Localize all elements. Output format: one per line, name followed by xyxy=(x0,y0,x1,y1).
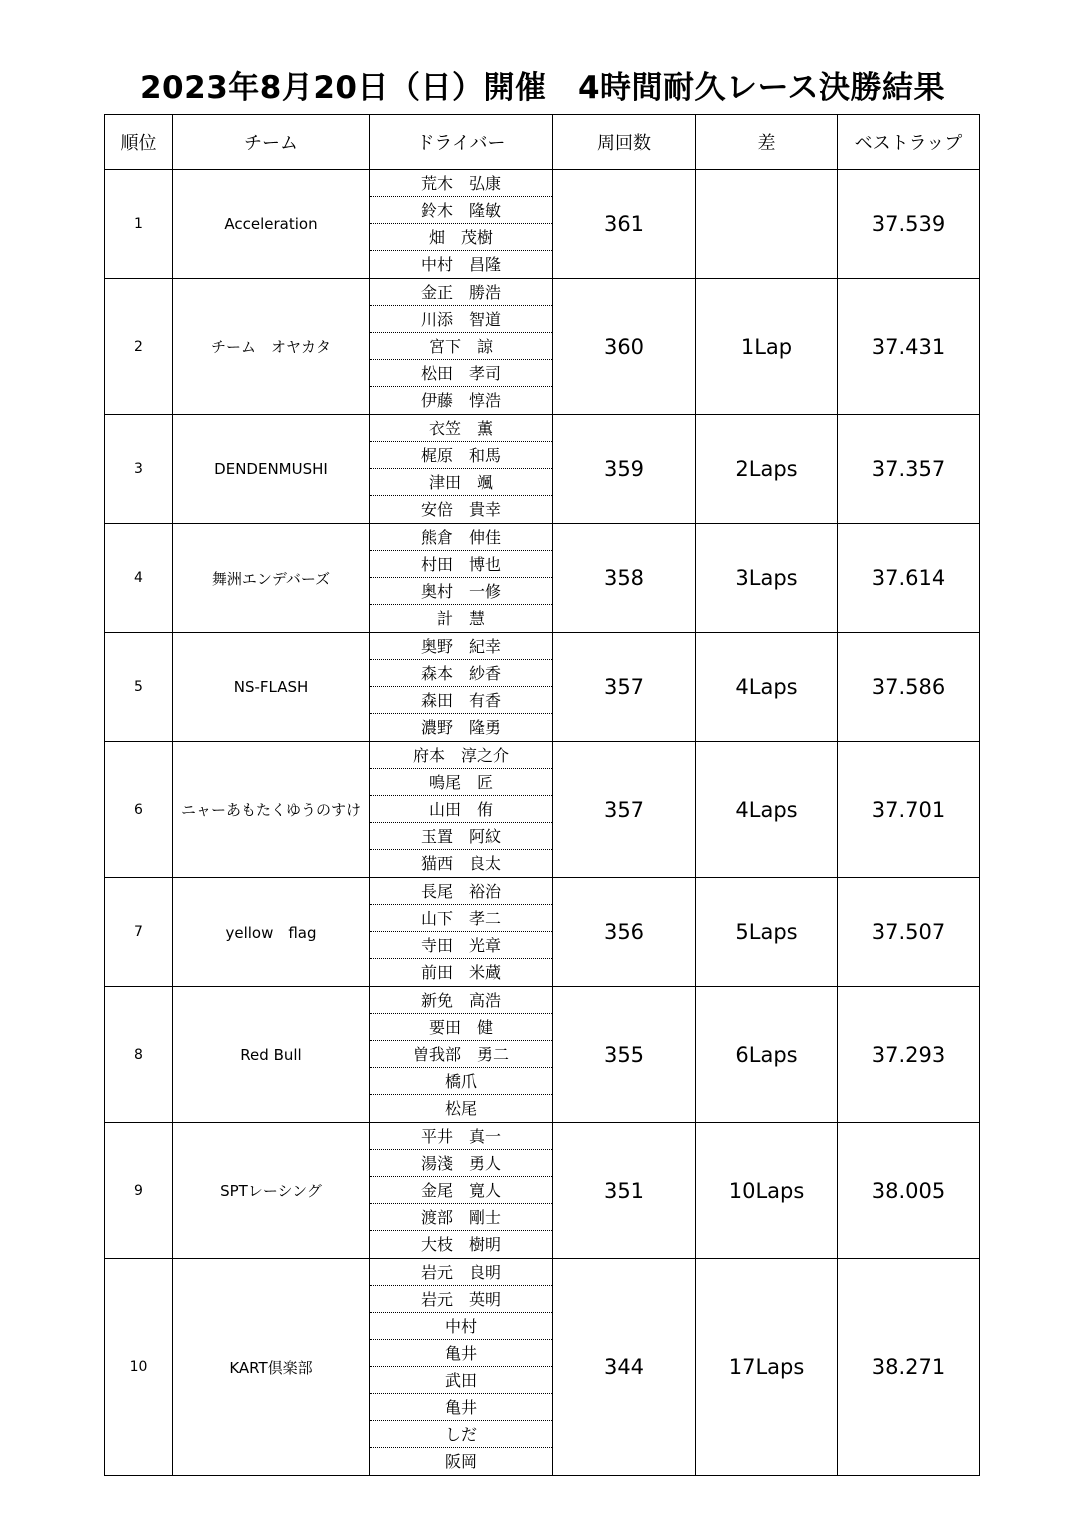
drivers-cell xyxy=(370,987,553,1123)
rank-cell: 5 xyxy=(105,633,173,742)
table-row xyxy=(105,633,980,742)
driver-name: 長尾 裕治 xyxy=(370,878,552,905)
best-lap-cell: 37.586 xyxy=(838,633,980,742)
header-rank: 順位 xyxy=(105,115,173,170)
driver-name: 亀井 xyxy=(370,1394,552,1421)
team-cell: 舞洲エンデバーズ xyxy=(173,524,370,633)
driver-name: 荒木 弘康 xyxy=(370,170,552,197)
driver-name: 曽我部 勇二 xyxy=(370,1041,552,1068)
laps-cell: 357 xyxy=(553,633,696,742)
driver-name: 森本 紗香 xyxy=(370,660,552,687)
driver-name: 鳴尾 匠 xyxy=(370,769,552,796)
best-lap-cell: 37.701 xyxy=(838,742,980,878)
header-laps: 周回数 xyxy=(553,115,696,170)
driver-name: 松尾 xyxy=(444,1099,477,1118)
results-body xyxy=(105,170,980,1476)
driver-name: 亀井 xyxy=(370,1340,552,1367)
gap-cell: 6Laps xyxy=(696,987,838,1123)
results-table xyxy=(104,114,980,1476)
rank-cell: 8 xyxy=(105,987,173,1123)
rank-cell: 6 xyxy=(105,742,173,878)
gap-cell: 1Lap xyxy=(696,279,838,415)
best-lap-cell: 37.293 xyxy=(838,987,980,1123)
driver-name: 金尾 寛人 xyxy=(370,1177,552,1204)
driver-name: しだ xyxy=(370,1421,552,1448)
driver-name: 川添 智道 xyxy=(370,306,552,333)
best-lap-cell: 37.614 xyxy=(838,524,980,633)
driver-name: 渡部 剛士 xyxy=(370,1204,552,1231)
rank-cell: 2 xyxy=(105,279,173,415)
driver-name: 平井 真一 xyxy=(370,1123,552,1150)
table-row xyxy=(105,524,980,633)
header-drivers: ドライバー xyxy=(370,115,553,170)
gap-cell: 4Laps xyxy=(696,742,838,878)
drivers-cell xyxy=(370,1259,553,1476)
table-row xyxy=(105,279,980,415)
gap-cell: 4Laps xyxy=(696,633,838,742)
driver-name: 要田 健 xyxy=(370,1014,552,1041)
drivers-cell xyxy=(370,1123,553,1259)
drivers-cell xyxy=(370,633,553,742)
rank-cell: 4 xyxy=(105,524,173,633)
laps-cell: 359 xyxy=(553,415,696,524)
team-cell: yellow flag xyxy=(173,878,370,987)
drivers-cell xyxy=(370,742,553,878)
driver-name: 武田 xyxy=(370,1367,552,1394)
driver-name: 梶原 和馬 xyxy=(370,442,552,469)
gap-cell: 3Laps xyxy=(696,524,838,633)
table-row xyxy=(105,170,980,279)
drivers-cell xyxy=(370,279,553,415)
driver-name: 奥村 一修 xyxy=(370,578,552,605)
best-lap-cell: 37.431 xyxy=(838,279,980,415)
laps-cell: 351 xyxy=(553,1123,696,1259)
driver-name: 大枝 樹明 xyxy=(420,1235,501,1254)
table-row xyxy=(105,415,980,524)
driver-name: 伊藤 惇浩 xyxy=(420,391,501,410)
team-cell: Acceleration xyxy=(173,170,370,279)
driver-name: 新免 高浩 xyxy=(370,987,552,1014)
laps-cell: 357 xyxy=(553,742,696,878)
drivers-cell xyxy=(370,170,553,279)
gap-cell: 10Laps xyxy=(696,1123,838,1259)
driver-name: 山田 侑 xyxy=(370,796,552,823)
driver-name: 前田 米蔵 xyxy=(420,963,501,982)
best-lap-cell: 37.539 xyxy=(838,170,980,279)
driver-name: 奥野 紀幸 xyxy=(370,633,552,660)
driver-name: 衣笠 薫 xyxy=(370,415,552,442)
table-row xyxy=(105,742,980,878)
rank-cell: 10 xyxy=(105,1259,173,1476)
driver-name: 中村 昌隆 xyxy=(420,255,501,274)
drivers-cell xyxy=(370,878,553,987)
driver-name: 宮下 諒 xyxy=(370,333,552,360)
table-row xyxy=(105,878,980,987)
rank-cell: 7 xyxy=(105,878,173,987)
driver-name: 津田 颯 xyxy=(370,469,552,496)
page-title: 2023年8月20日（日）開催 4時間耐久レース決勝結果 xyxy=(139,70,945,106)
driver-name: 熊倉 伸佳 xyxy=(370,524,552,551)
driver-name: 金正 勝浩 xyxy=(370,279,552,306)
team-cell: Red Bull xyxy=(173,987,370,1123)
laps-cell: 344 xyxy=(553,1259,696,1476)
driver-name: 濃野 隆勇 xyxy=(420,718,501,737)
header-gap: 差 xyxy=(696,115,838,170)
driver-name: 安倍 貴幸 xyxy=(420,500,501,519)
rank-cell: 3 xyxy=(105,415,173,524)
driver-name: 山下 孝二 xyxy=(370,905,552,932)
gap-cell: 5Laps xyxy=(696,878,838,987)
driver-name: 橋爪 xyxy=(370,1068,552,1095)
best-lap-cell: 38.005 xyxy=(838,1123,980,1259)
driver-name: 寺田 光章 xyxy=(370,932,552,959)
table-row xyxy=(105,1123,980,1259)
driver-name: 湯淺 勇人 xyxy=(370,1150,552,1177)
driver-name: 村田 博也 xyxy=(370,551,552,578)
driver-name: 府本 淳之介 xyxy=(370,742,552,769)
team-cell: SPTレーシング xyxy=(173,1123,370,1259)
laps-cell: 355 xyxy=(553,987,696,1123)
team-cell: ニャーあもたくゆうのすけ xyxy=(173,742,370,878)
team-cell: NS-FLASH xyxy=(173,633,370,742)
drivers-cell xyxy=(370,524,553,633)
driver-name: 畑 茂樹 xyxy=(370,224,552,251)
team-cell: KART倶楽部 xyxy=(173,1259,370,1476)
best-lap-cell: 38.271 xyxy=(838,1259,980,1476)
laps-cell: 356 xyxy=(553,878,696,987)
driver-name: 猫西 良太 xyxy=(420,854,501,873)
rank-cell: 9 xyxy=(105,1123,173,1259)
table-row xyxy=(105,1259,980,1476)
driver-name: 松田 孝司 xyxy=(370,360,552,387)
laps-cell: 358 xyxy=(553,524,696,633)
driver-name: 森田 有香 xyxy=(370,687,552,714)
driver-name: 玉置 阿紋 xyxy=(370,823,552,850)
gap-cell: 2Laps xyxy=(696,415,838,524)
gap-cell: 17Laps xyxy=(696,1259,838,1476)
best-lap-cell: 37.507 xyxy=(838,878,980,987)
team-cell: チーム オヤカタ xyxy=(173,279,370,415)
header-team: チーム xyxy=(173,115,370,170)
driver-name: 阪岡 xyxy=(444,1452,477,1471)
header-row xyxy=(105,115,980,170)
rank-cell: 1 xyxy=(105,170,173,279)
driver-name: 岩元 英明 xyxy=(370,1286,552,1313)
team-cell: DENDENMUSHI xyxy=(173,415,370,524)
best-lap-cell: 37.357 xyxy=(838,415,980,524)
header-best-lap: ベストラップ xyxy=(838,115,980,170)
driver-name: 計 慧 xyxy=(436,609,485,628)
drivers-cell xyxy=(370,415,553,524)
driver-name: 鈴木 隆敏 xyxy=(370,197,552,224)
gap-cell xyxy=(696,170,838,279)
table-row xyxy=(105,987,980,1123)
driver-name: 中村 xyxy=(370,1313,552,1340)
driver-name: 岩元 良明 xyxy=(370,1259,552,1286)
laps-cell: 361 xyxy=(553,170,696,279)
laps-cell: 360 xyxy=(553,279,696,415)
